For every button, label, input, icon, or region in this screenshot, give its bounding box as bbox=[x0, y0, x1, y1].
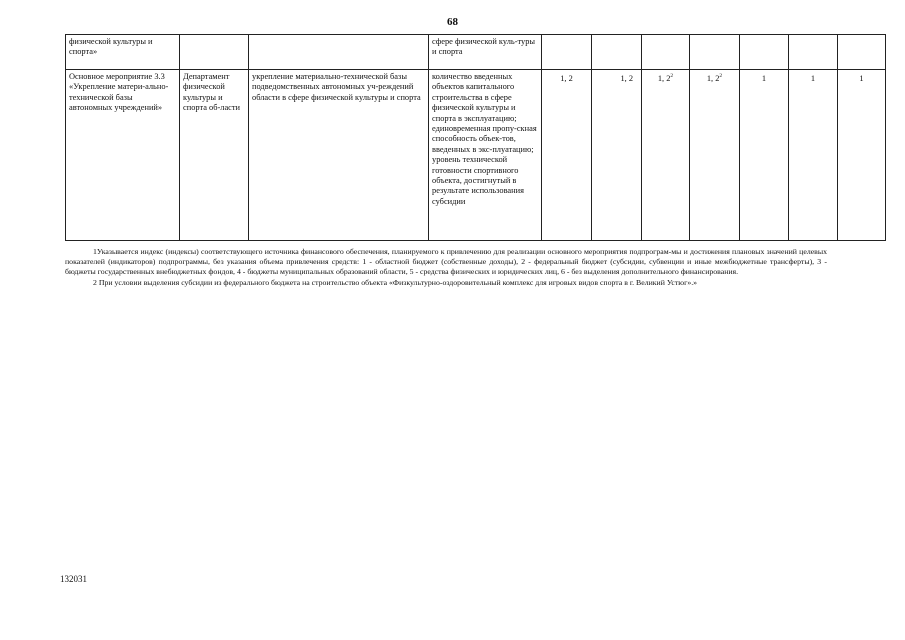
table-cell-value bbox=[690, 35, 740, 70]
table-cell-value: 1 bbox=[740, 70, 789, 241]
table-cell-activity: физической культуры и спорта» bbox=[66, 35, 180, 70]
table-cell-value bbox=[642, 70, 690, 241]
table-cell-value bbox=[642, 35, 690, 70]
table-cell-goal: укрепление материально-технической базы подведомственных автономных уч-реждений области в сфере физической культуры и спорта bbox=[249, 70, 429, 241]
footnote-2: 2 При условии выделения субсидии из федерального бюджета на строительство объекта «Физкультурно-оздоровительный комплекс для игровых видов спорта в г. Великий Устюг».» bbox=[93, 277, 698, 287]
table-cell-executor bbox=[180, 35, 249, 70]
page-number: 68 bbox=[447, 16, 458, 28]
measures-table bbox=[65, 34, 886, 241]
table-cell-goal bbox=[249, 35, 429, 70]
table-cell-indicators: количество введенных объектов капитального строительства в сфере физической культуры и спорта в эксплуатацию; единовременная пропу-скная способность объек-тов, введенных в экс-плуатацию; уровень технической готовности спортивного объекта, достигнутый в результате использования субсидии bbox=[429, 70, 542, 241]
table-cell-value bbox=[592, 35, 642, 70]
footnote-marker: 2 bbox=[719, 73, 723, 80]
value-text: 1, 2 bbox=[657, 74, 671, 83]
table-cell-value: 1, 2 bbox=[592, 70, 642, 241]
table-cell-indicators: сфере физической куль-туры и спорта bbox=[429, 35, 542, 70]
table-cell-value bbox=[542, 35, 592, 70]
footnote-1: 1Указывается индекс (индексы) соответствующего источника финансового обеспечения, планируемого к привлечению для реализации основного мероприятия подпрограм-мы и достижения плановых значений целевых показателей (индикаторов) подпрограммы, без указания объема привлечения средств: 1 - областной бюджет (собственные доходы), 2 - федеральный бюджет (субсидии, субвенции и иные межбюджетные трансферты), 3 - бюджеты государственных внебюджетных фондов, 4 - бюджеты муниципальных образований области, 5 - средства физических и юридических лиц, 6 - без выделения дополнительного финансирования. bbox=[65, 247, 827, 277]
table-cell-value bbox=[789, 35, 838, 70]
table-cell-value: 1 bbox=[789, 70, 838, 241]
table-cell-activity: Основное мероприятие 3.3 «Укрепление матери-ально-технической базы автономных учреждений» bbox=[66, 70, 180, 241]
document-id: 132031 bbox=[60, 574, 87, 584]
table-row bbox=[66, 70, 886, 241]
table-cell-value bbox=[838, 35, 886, 70]
table-cell-executor: Департамент физической культуры и спорта об-ласти bbox=[180, 70, 249, 241]
footnote-marker: 2 bbox=[670, 73, 674, 80]
table-cell-value: 1 bbox=[838, 70, 886, 241]
footnotes bbox=[65, 247, 827, 288]
table-row bbox=[66, 35, 886, 70]
table-cell-value: 1, 2 bbox=[542, 70, 592, 241]
table-cell-value bbox=[740, 35, 789, 70]
table-cell-value bbox=[690, 70, 740, 241]
value-text: 1, 2 bbox=[706, 74, 720, 83]
